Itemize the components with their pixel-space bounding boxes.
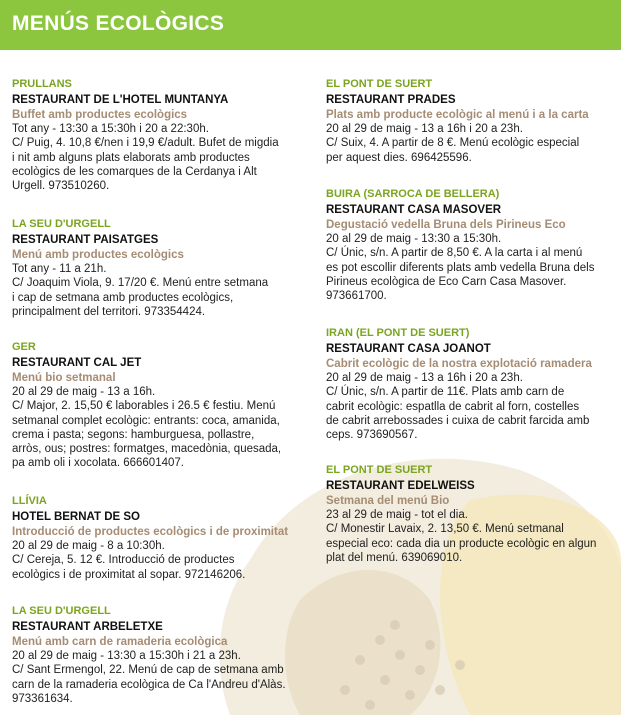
description-line: C/ Joaquim Viola, 9. 17/20 €. Menú entre setmana [12,277,269,290]
description-line: 20 al 29 de maig - 13:30 a 15:30h i 21 a 23h. [12,650,241,662]
offer-description [12,385,312,471]
listing-entry [12,77,312,193]
description-line: C/ Major, 2. 15,50 € laborables i 26.5 € festiu. Menú [12,400,276,413]
description-line: ecològics de les comarques de la Cerdanya i Alt [12,165,257,178]
restaurant-name: RESTAURANT DE L'HOTEL MUNTANYA [12,94,229,106]
listing-entry [12,340,312,471]
description-line: cabrit ecològic: espatlla de cabrit al forn, costelles [326,400,580,413]
page-header [0,0,621,50]
restaurant-name: RESTAURANT CASA JOANOT [326,343,491,355]
description-line: 20 al 29 de maig - 13:30 a 15:30h. [326,233,502,245]
location-label: EL PONT DE SUERT [326,464,433,476]
restaurant-name: RESTAURANT ARBELETXE [12,621,163,633]
listing-entry [12,494,312,582]
description-line: Pirineus ecològica de Eco Carn Casa Masover. [326,275,567,288]
listing-entry [326,326,618,442]
description-line: i nit amb alguns plats elaborats amb productes [12,151,250,164]
offer-description [12,649,312,706]
offer-description [12,539,312,582]
description-line: per aquest dies. 696425596. [326,151,472,164]
listing-entry [326,187,618,303]
description-line: ceps. 973690567. [326,429,418,442]
description-line: C/ Monestir Lavaix, 2. 13,50 €. Menú setmanal [326,523,564,536]
offer-title: Degustació vedella Bruna dels Pirineus Eco [326,219,566,231]
location-label: EL PONT DE SUERT [326,78,433,90]
offer-title: Menú bio setmanal [12,372,116,384]
description-line: C/ Suix, 4. A partir de 8 €. Menú ecològic especial [326,137,580,150]
location-label: LA SEU D'URGELL [12,605,111,617]
description-line: ecològics i de proximitat al sopar. 972146206. [12,568,246,581]
page-title: MENÚS ECOLÒGICS [12,12,225,35]
description-line: 973661700. [326,290,387,303]
description-line: 20 al 29 de maig - 13 a 16h. [12,386,156,398]
description-line: C/ Únic, s/n. A partir de 8,50 €. A la carta i al menú [326,247,583,260]
offer-description [326,232,618,303]
restaurant-name: RESTAURANT PAISATGES [12,234,159,246]
description-line: C/ Puig, 4. 10,8 €/nen i 19,9 €/adult. Bufet de migdia [12,137,279,150]
location-label: IRAN (EL PONT DE SUERT) [326,327,470,339]
offer-title: Cabrit ecològic de la nostra explotació ramadera [326,358,592,370]
offer-title: Buffet amb productes ecològics [12,109,188,121]
description-line: Tot any - 13:30 a 15:30h i 20 a 22:30h. [12,123,209,135]
description-line: setmanal complet ecològic: entrants: coca, amanida, [12,414,280,427]
listing-entry [326,463,618,565]
description-line: Urgell. 973510260. [12,180,110,193]
description-line: arròs, ous; postres: formatges, macedònia, quesada, [12,443,282,456]
offer-description [12,122,312,193]
description-line: 973361634. [12,692,73,705]
description-line: C/ Cereja, 5. 12 €. Introducció de productes [12,554,235,567]
restaurant-name: HOTEL BERNAT DE SO [12,511,140,523]
restaurant-name: RESTAURANT PRADES [326,94,456,106]
restaurant-name: RESTAURANT CASA MASOVER [326,204,502,216]
description-line: 20 al 29 de maig - 13 a 16h i 20 a 23h. [326,372,523,384]
listing-entry [12,604,312,706]
offer-title: Menú amb carn de ramaderia ecològica [12,636,228,648]
description-line: plat del menú. 639069010. [326,551,463,564]
description-line: principalment del territori. 973354424. [12,305,206,318]
location-label: LA SEU D'URGELL [12,218,111,230]
description-line: C/ Únic, s/n. A partir de 11€. Plats amb carn de [326,386,565,399]
location-label: PRULLANS [12,78,72,90]
description-line: pa amb oli i xocolata. 666601407. [12,457,184,470]
offer-description [326,122,618,165]
offer-description [12,262,312,319]
location-label: GER [12,341,36,353]
description-line: carn de la ramaderia ecològica de Ca l'Andreu d'Alàs. [12,678,286,691]
description-line: Tot any - 11 a 21h. [12,263,107,275]
offer-title: Setmana del menú Bio [326,495,450,507]
description-line: crema i pasta; segons: hamburguesa, pollastre, [12,428,255,441]
description-line: 20 al 29 de maig - 8 a 10:30h. [12,540,165,552]
description-line: especial eco: cada dia un producte ecològic en algun [326,537,597,550]
offer-title: Menú amb productes ecològics [12,249,184,261]
restaurant-name: RESTAURANT EDELWEISS [326,480,475,492]
location-label: LLÍVIA [12,495,47,507]
restaurant-name: RESTAURANT CAL JET [12,357,142,369]
description-line: de cabrit arrebossades i cuixa de cabrit farcida amb [326,414,590,427]
description-line: es pot escollir diferents plats amb vedella Bruna dels [326,261,595,274]
description-line: C/ Sant Ermengol, 22. Menú de cap de setmana amb [12,664,284,677]
listing-entry [326,77,618,165]
offer-title: Introducció de productes ecològics i de proximitat [12,526,289,538]
offer-description [326,508,618,565]
offer-description [326,371,618,442]
description-line: 23 al 29 de maig - tot el dia. [326,509,468,521]
offer-title: Plats amb producte ecològic al menú i a la carta [326,109,589,121]
description-line: 20 al 29 de maig - 13 a 16h i 20 a 23h. [326,123,523,135]
listing-entry [12,217,312,319]
description-line: i cap de setmana amb productes ecològics, [12,291,234,304]
location-label: BUIRA (SARROCA DE BELLERA) [326,188,500,200]
